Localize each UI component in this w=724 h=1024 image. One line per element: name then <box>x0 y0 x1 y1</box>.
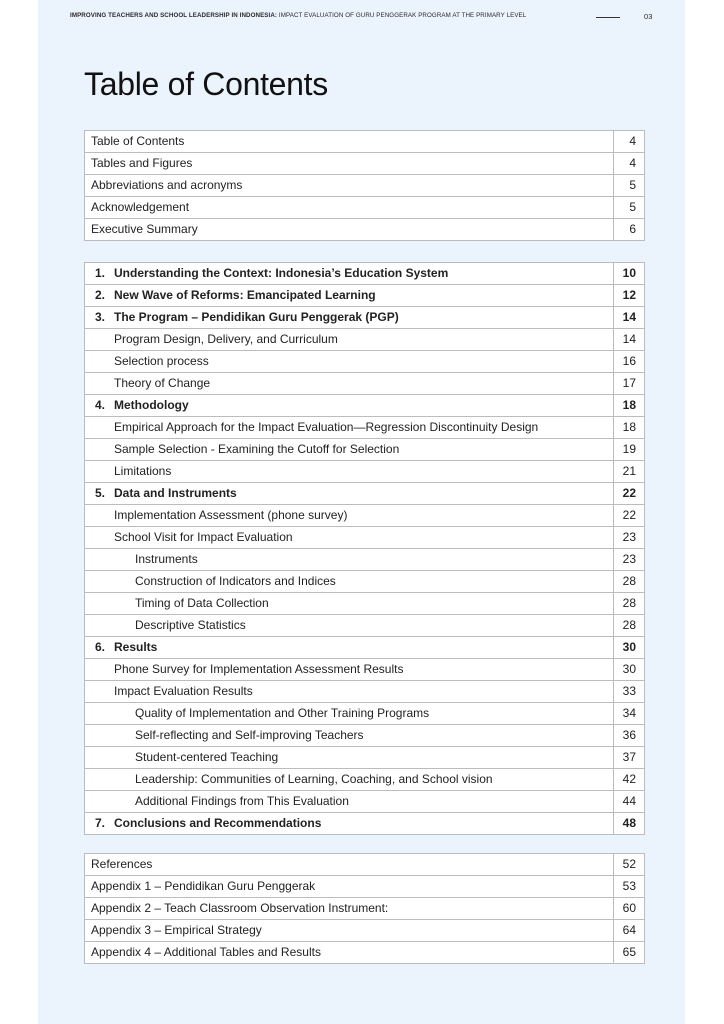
toc-entry-title <box>85 439 614 461</box>
toc-entry-title <box>85 263 614 285</box>
toc-entry-label: References <box>91 857 153 871</box>
toc-entry-label: Data and Instruments <box>114 486 237 500</box>
toc-entry-title <box>85 483 614 505</box>
toc-chapters-table <box>84 262 645 835</box>
toc-entry-title <box>85 285 614 307</box>
toc-entry-page: 42 <box>614 769 645 791</box>
toc-entry-page: 28 <box>614 615 645 637</box>
toc-entry-number: 5. <box>95 486 106 500</box>
toc-entry-label: Limitations <box>114 464 172 478</box>
toc-entry-page: 33 <box>614 681 645 703</box>
toc-entry-title <box>85 854 614 876</box>
toc-entry-label: Construction of Indicators and Indices <box>135 574 336 588</box>
toc-entry-title <box>85 329 614 351</box>
toc-entry-title <box>85 942 614 964</box>
toc-entry-title <box>85 593 614 615</box>
toc-entry-page: 48 <box>614 813 645 835</box>
toc-entry-page: 14 <box>614 307 645 329</box>
toc-entry-title <box>85 395 614 417</box>
toc-entry-page: 5 <box>614 175 645 197</box>
toc-entry[interactable] <box>85 219 645 241</box>
toc-entry[interactable] <box>85 197 645 219</box>
toc-entry-label: Acknowledgement <box>91 200 190 214</box>
toc-entry-title <box>85 876 614 898</box>
toc-entry-page: 53 <box>614 876 645 898</box>
toc-entry[interactable] <box>85 637 645 659</box>
toc-entry-number: 6. <box>95 640 106 654</box>
toc-entry-label: Table of Contents <box>91 134 185 148</box>
toc-entry-page: 16 <box>614 351 645 373</box>
toc-entry-label: Implementation Assessment (phone survey) <box>114 508 348 522</box>
toc-entry-page: 12 <box>614 285 645 307</box>
toc-entry[interactable] <box>85 769 645 791</box>
toc-entry[interactable] <box>85 549 645 571</box>
header-title-bold: IMPROVING TEACHERS AND SCHOOL LEADERSHIP IN INDONESIA: <box>70 12 278 19</box>
toc-entry-page: 44 <box>614 791 645 813</box>
toc-entry-label: Instruments <box>135 552 198 566</box>
toc-front-matter-table <box>84 130 645 241</box>
toc-entry[interactable] <box>85 527 645 549</box>
toc-entry-title <box>85 659 614 681</box>
toc-entry[interactable] <box>85 329 645 351</box>
toc-entry-title <box>85 373 614 395</box>
toc-entry[interactable] <box>85 747 645 769</box>
header-title-rest: IMPACT EVALUATION OF GURU PENGGERAK PROGRAM AT THE PRIMARY LEVEL <box>277 12 527 19</box>
toc-entry-page: 19 <box>614 439 645 461</box>
toc-entry-title <box>85 461 614 483</box>
toc-entry-title <box>85 637 614 659</box>
toc-entry-label: Conclusions and Recommendations <box>114 816 322 830</box>
toc-entry-page: 28 <box>614 593 645 615</box>
toc-entry-label: Phone Survey for Implementation Assessment Results <box>114 662 404 676</box>
toc-entry-label: Executive Summary <box>91 222 198 236</box>
toc-entry-page: 30 <box>614 659 645 681</box>
toc-entry-label: School Visit for Impact Evaluation <box>114 530 293 544</box>
toc-entry-title <box>85 920 614 942</box>
toc-entry[interactable] <box>85 571 645 593</box>
toc-entry[interactable] <box>85 791 645 813</box>
toc-entry-label: Appendix 2 – Teach Classroom Observation Instrument: <box>91 901 389 915</box>
toc-entry-label: Understanding the Context: Indonesia’s Education System <box>114 266 449 280</box>
toc-entry-number: 7. <box>95 816 106 830</box>
toc-entry[interactable] <box>85 395 645 417</box>
toc-entry-page: 10 <box>614 263 645 285</box>
toc-entry-page: 17 <box>614 373 645 395</box>
toc-entry-page: 6 <box>614 219 645 241</box>
toc-entry[interactable] <box>85 175 645 197</box>
toc-entry-label: Quality of Implementation and Other Training Programs <box>135 706 430 720</box>
header-page-number: 03 <box>644 12 653 21</box>
toc-entry-page: 22 <box>614 505 645 527</box>
toc-entry-title <box>85 898 614 920</box>
toc-entry[interactable] <box>85 505 645 527</box>
toc-entry-title <box>85 571 614 593</box>
toc-entry[interactable] <box>85 725 645 747</box>
toc-entry[interactable] <box>85 681 645 703</box>
toc-entry[interactable] <box>85 898 645 920</box>
toc-entry-label: Sample Selection - Examining the Cutoff for Selection <box>114 442 400 456</box>
toc-entry-title <box>85 747 614 769</box>
toc-entry-label: Selection process <box>114 354 209 368</box>
toc-entry-label: Abbreviations and acronyms <box>91 178 243 192</box>
toc-entry-label: Student-centered Teaching <box>135 750 279 764</box>
toc-entry-page: 36 <box>614 725 645 747</box>
toc-back-matter-table <box>84 853 645 964</box>
toc-entry[interactable] <box>85 461 645 483</box>
toc-entry[interactable] <box>85 285 645 307</box>
toc-entry[interactable] <box>85 593 645 615</box>
toc-entry-title <box>85 769 614 791</box>
toc-entry-page: 30 <box>614 637 645 659</box>
toc-entry-label: Tables and Figures <box>91 156 193 170</box>
toc-entry[interactable] <box>85 876 645 898</box>
toc-entry-label: Additional Findings from This Evaluation <box>135 794 349 808</box>
toc-entry[interactable] <box>85 854 645 876</box>
toc-entry-page: 4 <box>614 131 645 153</box>
toc-entry-page: 64 <box>614 920 645 942</box>
toc-entry-page: 5 <box>614 197 645 219</box>
toc-entry-page: 37 <box>614 747 645 769</box>
toc-entry-title <box>85 813 614 835</box>
toc-entry[interactable] <box>85 417 645 439</box>
toc-entry-page: 23 <box>614 549 645 571</box>
toc-entry-title <box>85 549 614 571</box>
toc-entry-page: 28 <box>614 571 645 593</box>
toc-entry-page: 18 <box>614 417 645 439</box>
toc-entry-label: Appendix 4 – Additional Tables and Results <box>91 945 321 959</box>
toc-entry-title <box>85 197 614 219</box>
toc-entry[interactable] <box>85 153 645 175</box>
toc-entry[interactable] <box>85 131 645 153</box>
toc-entry-label: Descriptive Statistics <box>135 618 246 632</box>
toc-entry-page: 4 <box>614 153 645 175</box>
toc-entry[interactable] <box>85 942 645 964</box>
toc-entry-label: Leadership: Communities of Learning, Coaching, and School vision <box>135 772 493 786</box>
toc-entry[interactable] <box>85 263 645 285</box>
toc-entry-page: 34 <box>614 703 645 725</box>
toc-entry-title <box>85 307 614 329</box>
toc-entry-label: Results <box>114 640 158 654</box>
toc-entry[interactable] <box>85 920 645 942</box>
toc-entry-page: 23 <box>614 527 645 549</box>
toc-entry-label: Theory of Change <box>114 376 211 390</box>
toc-entry-label: Impact Evaluation Results <box>114 684 253 698</box>
running-header <box>70 12 660 24</box>
toc-entry-title <box>85 131 614 153</box>
toc-entry-page: 18 <box>614 395 645 417</box>
toc-entry-label: Timing of Data Collection <box>135 596 269 610</box>
toc-entry-page: 60 <box>614 898 645 920</box>
toc-entry-label: Empirical Approach for the Impact Evaluation—Regression Discontinuity Design <box>114 420 539 434</box>
toc-entry-label: Appendix 3 – Empirical Strategy <box>91 923 262 937</box>
toc-entry-number: 2. <box>95 288 106 302</box>
header-rule <box>596 17 620 18</box>
toc-entry[interactable] <box>85 439 645 461</box>
toc-entry-number: 1. <box>95 266 106 280</box>
toc-entry-title <box>85 505 614 527</box>
toc-entry-title <box>85 725 614 747</box>
toc-entry-title <box>85 703 614 725</box>
toc-entry-page: 22 <box>614 483 645 505</box>
toc-entry[interactable] <box>85 307 645 329</box>
toc-entry-page: 52 <box>614 854 645 876</box>
toc-entry-title <box>85 527 614 549</box>
toc-entry-number: 4. <box>95 398 106 412</box>
toc-entry-page: 21 <box>614 461 645 483</box>
toc-entry-title <box>85 219 614 241</box>
toc-entry-number: 3. <box>95 310 106 324</box>
toc-entry-title <box>85 417 614 439</box>
toc-entry-title <box>85 791 614 813</box>
toc-entry[interactable] <box>85 615 645 637</box>
toc-entry-label: New Wave of Reforms: Emancipated Learning <box>114 288 376 302</box>
toc-entry-label: Methodology <box>114 398 189 412</box>
toc-entry[interactable] <box>85 703 645 725</box>
toc-entry[interactable] <box>85 373 645 395</box>
page-title: Table of Contents <box>84 66 328 102</box>
toc-entry-label: Program Design, Delivery, and Curriculum <box>114 332 338 346</box>
toc-entry-title <box>85 615 614 637</box>
toc-entry-title <box>85 351 614 373</box>
toc-entry-title <box>85 681 614 703</box>
toc-entry[interactable] <box>85 483 645 505</box>
toc-entry[interactable] <box>85 659 645 681</box>
toc-entry-label: The Program – Pendidikan Guru Penggerak (PGP) <box>114 310 399 324</box>
toc-entry[interactable] <box>85 813 645 835</box>
toc-entry-page: 65 <box>614 942 645 964</box>
toc-entry[interactable] <box>85 351 645 373</box>
toc-entry-title <box>85 153 614 175</box>
toc-entry-title <box>85 175 614 197</box>
toc-entry-page: 14 <box>614 329 645 351</box>
toc-entry-label: Self-reflecting and Self-improving Teachers <box>135 728 364 742</box>
toc-entry-label: Appendix 1 – Pendidikan Guru Penggerak <box>91 879 316 893</box>
